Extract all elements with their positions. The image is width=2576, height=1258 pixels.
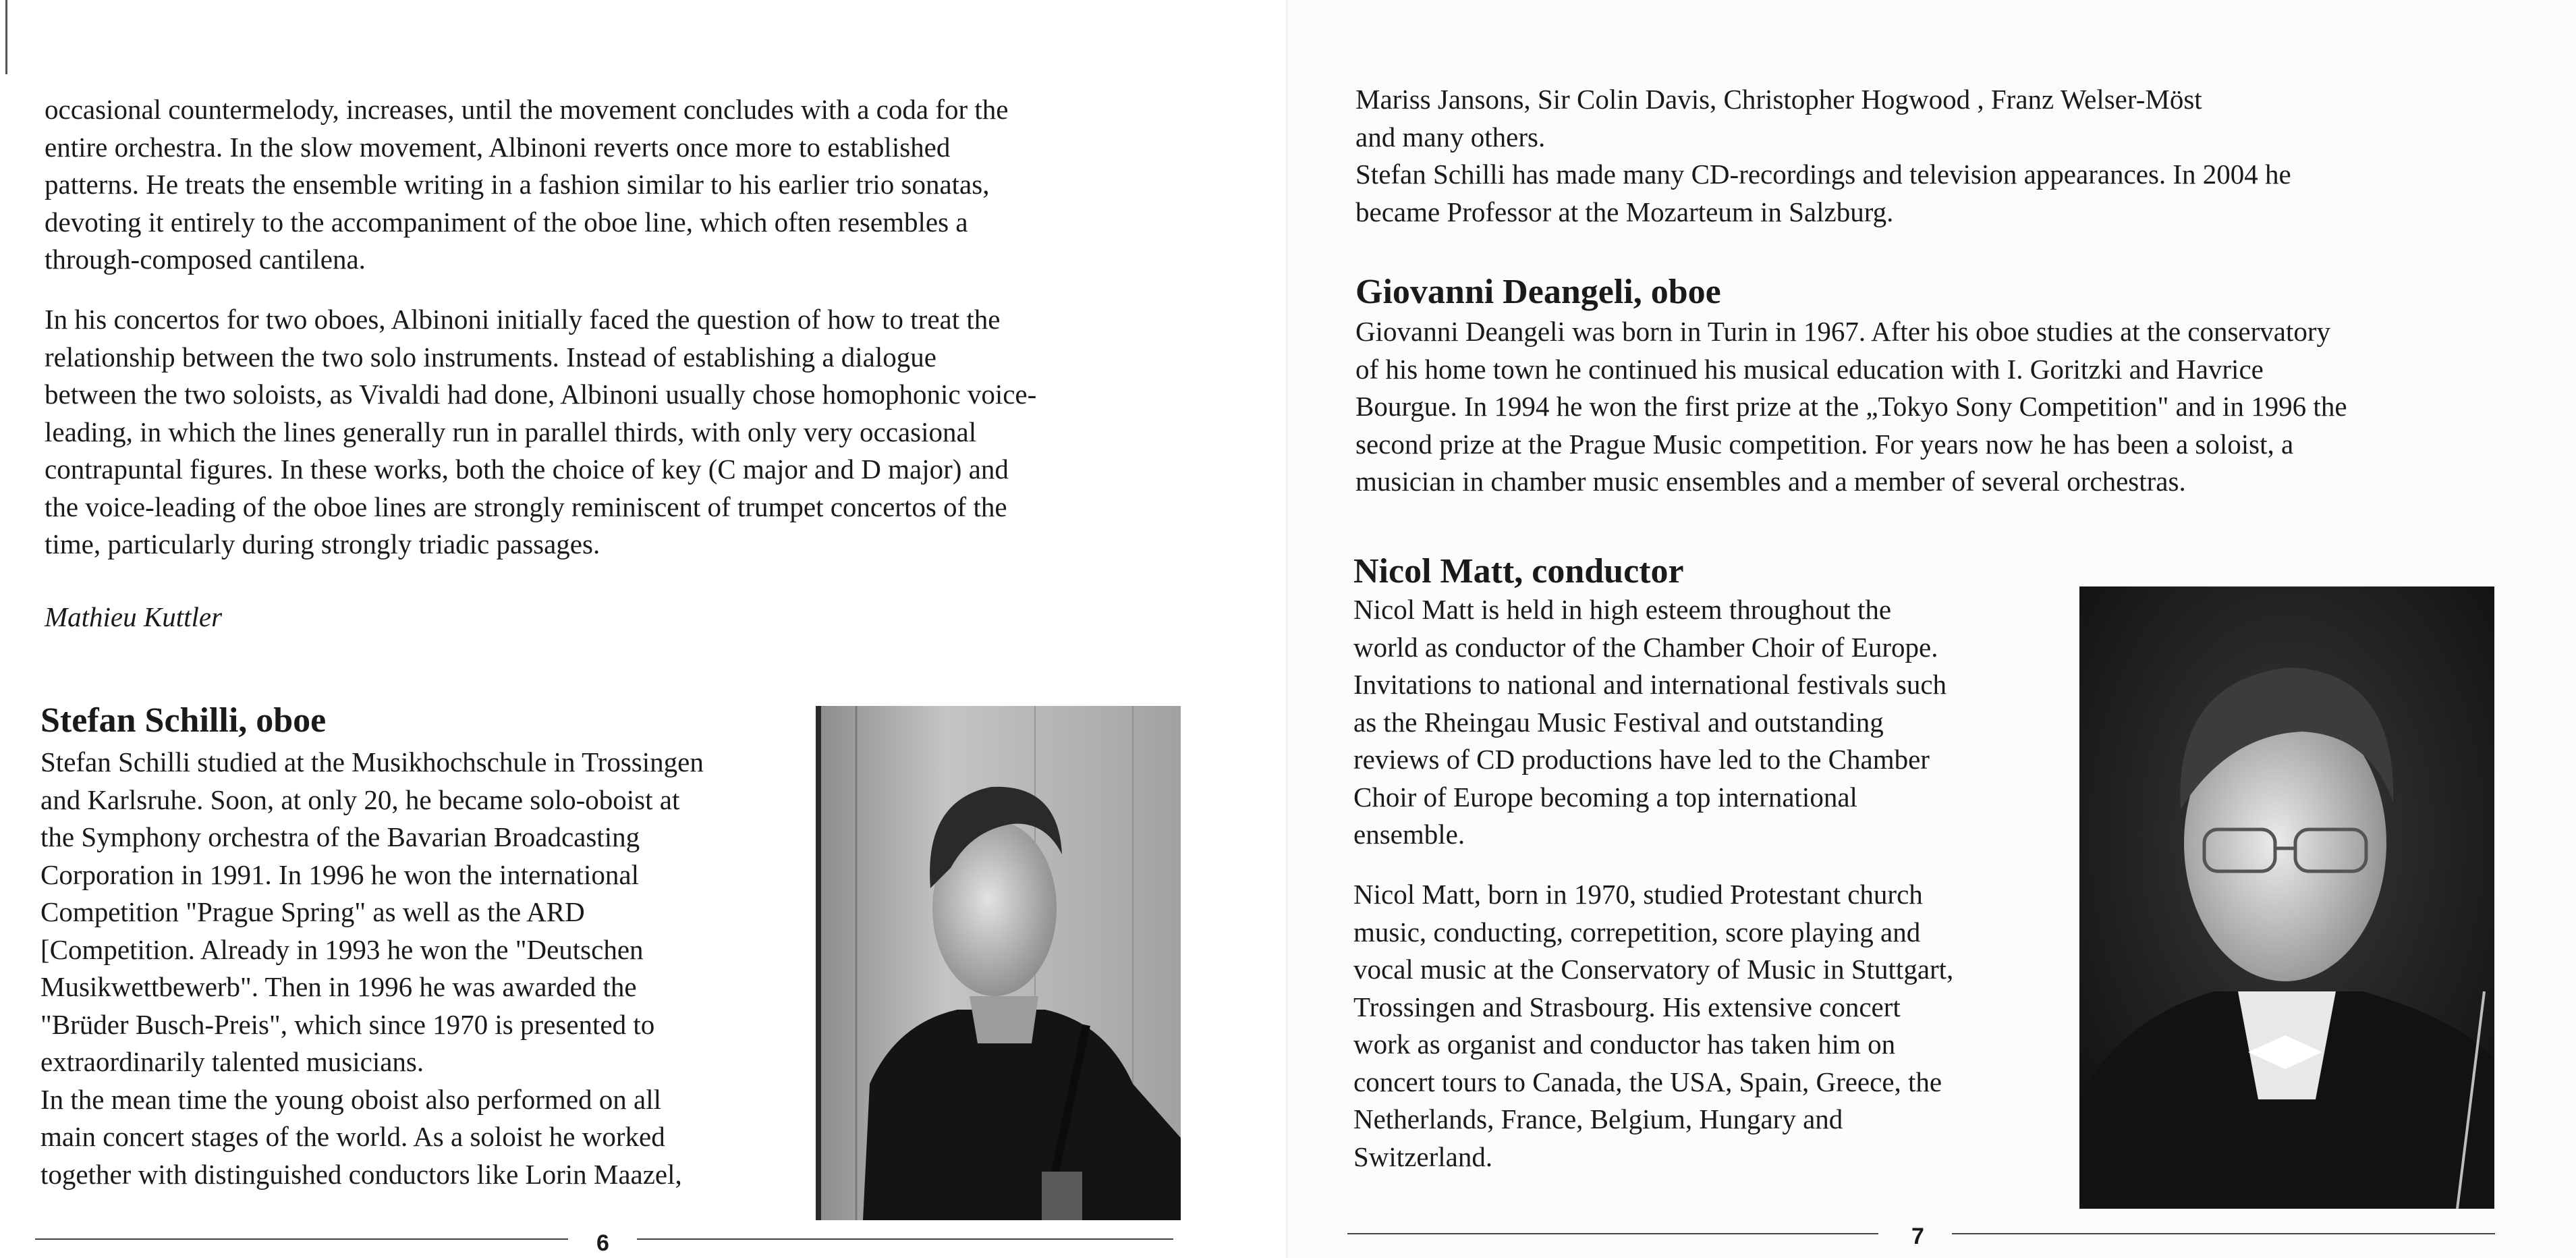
text-line: time, particularly during strongly triadic passages. [45,528,600,559]
text-line: second prize at the Prague Music competition. For years now he has been a soloist, a [1355,428,2294,460]
footer-rule-left [35,1238,568,1240]
text-line: as the Rheingau Music Festival and outstanding [1353,706,1884,738]
text-line: the voice-leading of the oboe lines are strongly reminiscent of trumpet concertos of the [45,491,1007,522]
text-line: Mariss Jansons, Sir Colin Davis, Christopher Hogwood , Franz Welser-Möst [1355,84,2202,115]
text-line: Switzerland. [1353,1141,1493,1172]
essay-paragraph-2 [45,301,1036,564]
text-line: occasional countermelody, increases, until the movement concludes with a coda for the [45,94,1009,125]
essay-paragraph-1 [45,91,1008,279]
text-line: Stefan Schilli studied at the Musikhochschule in Trossingen [40,746,704,777]
text-line: patterns. He treats the ensemble writing in a fashion similar to his earlier trio sonatas, [45,169,990,200]
text-line: Stefan Schilli has made many CD-recordings and television appearances. In 2004 he [1355,159,2291,190]
right-page [1288,0,2576,1258]
text-line: between the two soloists, as Vivaldi had done, Albinoni usually chose homophonic voice- [45,379,1037,410]
text-line: main concert stages of the world. As a soloist he worked [40,1121,665,1152]
bio-heading-matt: Nicol Matt, conductor [1353,552,1684,591]
text-line: music, conducting, correpetition, score playing and [1353,916,1921,948]
text-line: extraordinarily talented musicians. [40,1046,424,1077]
page-number: 6 [596,1230,609,1256]
text-line: concert tours to Canada, the USA, Spain, Greece, the [1353,1066,1942,1097]
page-edge-line [5,0,7,74]
footer-rule-right [637,1238,1173,1240]
bio-text-matt-1 [1353,591,1947,854]
text-line: Nicol Matt is held in high esteem throughout the [1353,594,1892,625]
text-line: Competition "Prague Spring" as well as the ARD [40,896,585,927]
text-line: world as conductor of the Chamber Choir of Europe. [1353,631,1938,663]
text-line: reviews of CD productions have led to the Chamber [1353,744,1930,775]
text-line: together with distinguished conductors like Lorin Maazel, [40,1158,682,1190]
text-line: In his concertos for two oboes, Albinoni initially faced the question of how to treat the [45,304,1001,335]
text-line: relationship between the two solo instruments. Instead of establishing a dialogue [45,341,936,373]
text-line: and many others. [1355,121,1546,153]
text-line: Netherlands, France, Belgium, Hungary and [1353,1103,1843,1134]
text-line: Choir of Europe becoming a top international [1353,781,1857,813]
text-line: Nicol Matt, born in 1970, studied Protestant church [1353,879,1923,910]
text-line: leading, in which the lines generally run in parallel thirds, with only very occasional [45,416,977,447]
text-line: entire orchestra. In the slow movement, Albinoni reverts once more to established [45,131,951,163]
text-line: Musikwettbewerb". Then in 1996 he was awarded the [40,971,637,1002]
text-line: musician in chamber music ensembles and a member of several orchestras. [1355,466,2186,497]
bio-heading-deangeli: Giovanni Deangeli, oboe [1355,273,1721,311]
text-line: devoting it entirely to the accompaniment of the oboe line, which often resembles a [45,206,968,238]
text-line: Invitations to national and international festivals such [1353,669,1947,700]
text-line: ensemble. [1353,819,1465,850]
text-line: [Competition. Already in 1993 he won the "Deutschen [40,933,644,965]
text-line: and Karlsruhe. Soon, at only 20, he became solo-oboist at [40,784,680,815]
text-line: In the mean time the young oboist also performed on all [40,1083,661,1115]
bio-text-deangeli [1355,313,2347,501]
text-line: of his home town he continued his musical education with I. Goritzki and Havrice [1355,353,2264,385]
footer-rule-right [1952,1233,2495,1234]
text-line: contrapuntal figures. In these works, both the choice of key (C major and D major) and [45,454,1009,485]
text-line: Bourgue. In 1994 he won the first prize at the „Tokyo Sony Competition" and in 1996 the [1355,391,2347,422]
footer-rule-left [1347,1233,1878,1234]
text-line: "Brüder Busch-Preis", which since 1970 is presented to [40,1008,655,1040]
text-line: Trossingen and Strasbourg. His extensive concert [1353,991,1901,1022]
photo-nicol-matt [2079,586,2494,1209]
portrait-illustration [816,706,1181,1220]
text-line: vocal music at the Conservatory of Music in Stuttgart, [1353,954,1954,985]
text-line: through-composed cantilena. [45,244,366,275]
text-line: work as organist and conductor has taken him on [1353,1029,1896,1060]
bio-text-matt-2 [1353,876,1953,1176]
text-line: the Symphony orchestra of the Bavarian Broadcasting [40,821,640,852]
bio-heading-schilli: Stefan Schilli, oboe [40,701,327,740]
portrait-illustration [2079,586,2494,1209]
text-line: Giovanni Deangeli was born in Turin in 1967. After his oboe studies at the conservatory [1355,316,2331,347]
bio-text-schilli [40,744,704,1193]
text-line: Corporation in 1991. In 1996 he won the international [40,858,640,890]
text-line: became Professor at the Mozarteum in Salzburg. [1355,196,1894,227]
photo-stefan-schilli [816,706,1181,1220]
page-number: 7 [1911,1224,1924,1249]
schilli-continuation [1355,81,2291,231]
essay-author: Mathieu Kuttler [45,601,223,632]
